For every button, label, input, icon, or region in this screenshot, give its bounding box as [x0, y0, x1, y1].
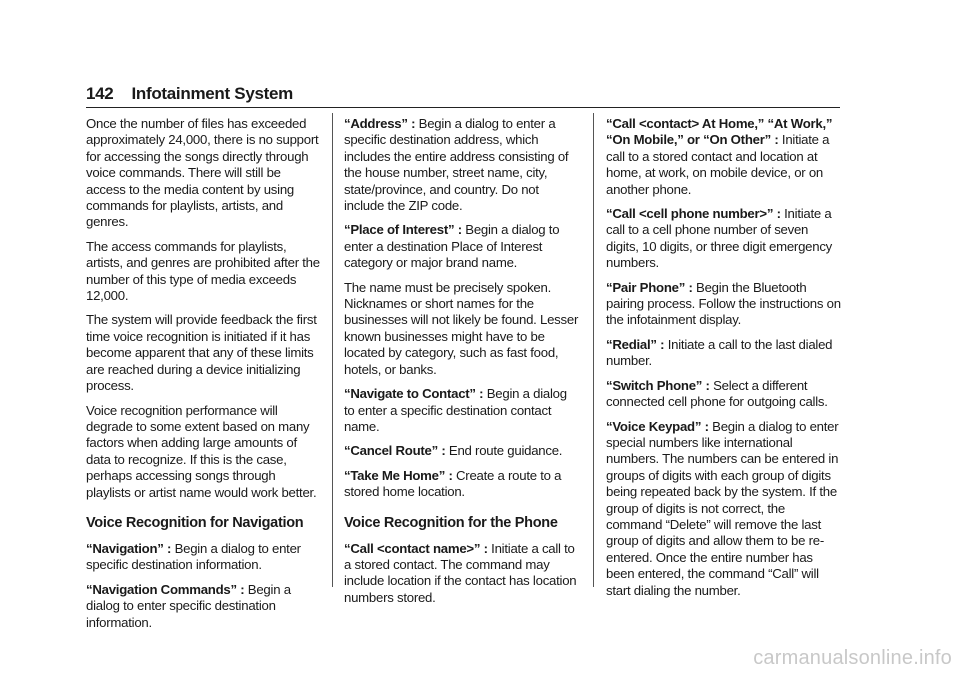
command-desc: End route guidance.	[445, 443, 563, 459]
paragraph: The system will provide feedback the first time voice recognition is initiated if it has become apparent that any of these limits are reached during a device initializing process.	[86, 312, 317, 394]
command-desc: Begin a dialog to enter specific destination information.	[86, 540, 301, 573]
column-1	[86, 116, 322, 639]
command-item	[344, 541, 580, 607]
command-item	[86, 582, 322, 631]
command-term: “Voice Keypad” :	[606, 418, 709, 434]
command-item	[606, 378, 842, 411]
command-term: “Call <contact> At Home,” “At Work,” “On Mobile,” or “On Other” :	[606, 116, 833, 148]
section-title: Infotainment System	[131, 84, 293, 103]
command-desc: Initiate a call to a cell phone number of seven digits, 10 digits, or three digit emergency numbers.	[606, 206, 833, 271]
command-item	[344, 443, 580, 459]
page-header	[86, 80, 840, 108]
command-item	[606, 116, 842, 198]
command-item	[606, 206, 842, 272]
command-item	[344, 468, 580, 501]
command-desc: Select a different connected cell phone for outgoing calls.	[606, 377, 828, 410]
command-desc: Initiate a call to a stored contact and location at home, at work, on mobile device, or on another phone.	[606, 132, 830, 197]
command-term: “Navigation Commands” :	[86, 581, 245, 597]
page-number: 142	[86, 84, 114, 103]
command-item	[344, 222, 580, 271]
command-desc: Initiate a call to a stored contact. The command may include location if the contact has location numbers stored.	[344, 540, 577, 605]
heading-phone: Voice Recognition for the Phone	[344, 514, 558, 531]
command-term: “Navigate to Contact” :	[344, 386, 484, 402]
command-item	[344, 116, 580, 214]
command-item	[606, 419, 842, 599]
command-desc: Begin a dialog to enter a specific destination address, which includes the entire address consisting of the house number, street name, city, state/province, and country. Do not include the ZIP code.	[344, 116, 569, 214]
command-term: “Take Me Home” :	[344, 467, 453, 483]
paragraph: Once the number of files has exceeded approximately 24,000, there is no support for accessing the songs directly through voice commands. There will still be access to the media content by using commands for playlists, artists, and genres.	[86, 116, 319, 230]
column-3	[606, 116, 842, 607]
command-term: “Navigation” :	[86, 540, 172, 556]
command-term: “Call <contact name>” :	[344, 540, 488, 556]
column-2	[344, 116, 580, 614]
command-desc: Begin a dialog to enter a specific destination contact name.	[344, 386, 567, 434]
command-term: “Call <cell phone number>” :	[606, 206, 781, 222]
command-item	[606, 337, 842, 370]
command-term: “Place of Interest” :	[344, 222, 462, 238]
command-desc: Begin a dialog to enter special numbers like international numbers. The numbers can be entered in groups of digits with each group of digits being repeated back by the system. If the group of digits is not correct, the command “Delete” will remove the last group of digits and allow them to be re-entered. Once the entire number has been entered, the command “Call” will start dialing the number.	[606, 418, 839, 598]
command-term: “Switch Phone” :	[606, 377, 710, 393]
column-divider	[593, 113, 594, 587]
command-item	[344, 386, 580, 435]
heading-navigation: Voice Recognition for Navigation	[86, 514, 304, 531]
command-term: “Address” :	[344, 116, 416, 131]
command-term: “Cancel Route” :	[344, 443, 446, 459]
command-desc: Begin a dialog to enter specific destination information.	[86, 581, 291, 630]
command-term: “Pair Phone” :	[606, 279, 693, 295]
column-divider	[332, 113, 333, 587]
paragraph: The name must be precisely spoken. Nicknames or short names for the businesses will not likely be found. Lesser known businesses might have to be located by category, such as fast food, hotels, or banks.	[344, 279, 579, 377]
paragraph: Voice recognition performance will degrade to some extent based on many factors when adding large amounts of data to recognize. If this is the case, perhaps accessing songs through playlists or artist name would work better.	[86, 402, 317, 500]
command-item	[86, 541, 322, 574]
command-desc: Begin the Bluetooth pairing process. Follow the instructions on the infotainment display.	[606, 279, 841, 328]
command-desc: Initiate a call to the last dialed number.	[606, 336, 833, 369]
command-desc: Create a route to a stored home location.	[344, 467, 562, 500]
paragraph: The access commands for playlists, artists, and genres are prohibited after the number of this type of media exceeds 12,000.	[86, 238, 320, 304]
watermark[interactable]: carmanualsonline.info	[753, 647, 952, 669]
command-term: “Redial” :	[606, 336, 665, 352]
command-item	[606, 280, 842, 329]
command-desc: Begin a dialog to enter a destination Place of Interest category or major brand name.	[344, 222, 560, 271]
